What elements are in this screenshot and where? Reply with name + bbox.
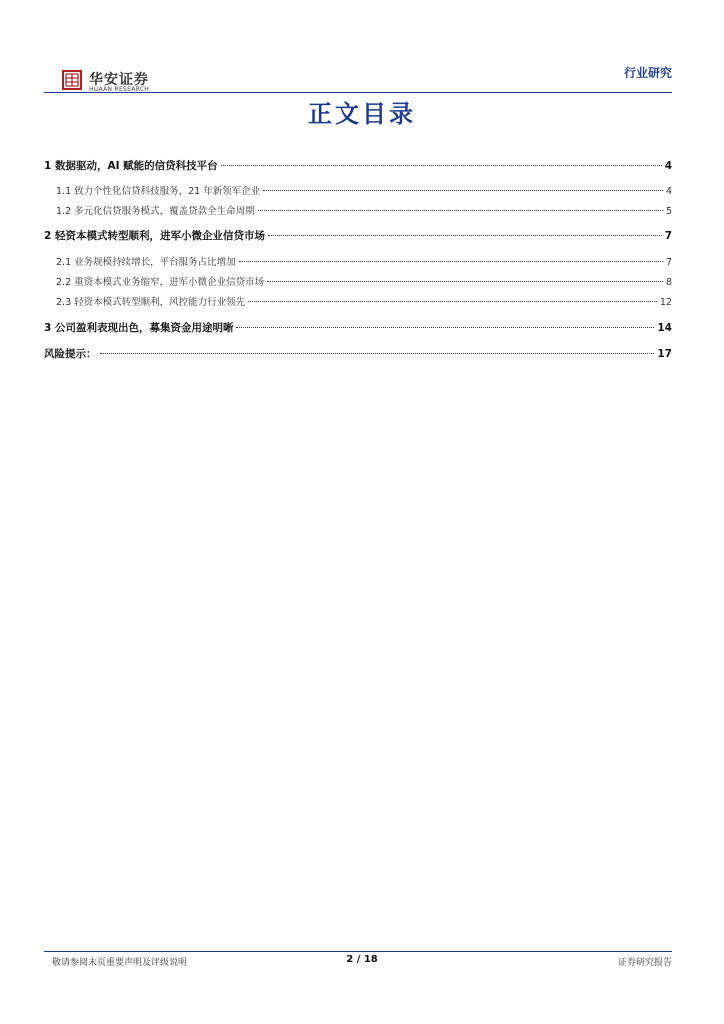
toc-entry-label: 1 数据驱动，AI 赋能的信贷科技平台 [44,160,218,172]
toc-entry-label: 风险提示： [44,348,97,360]
report-section-label: 行业研究 [623,66,672,80]
toc-entry-label: 1.2 多元化信贷服务模式，覆盖贷款全生命周期 [56,206,255,217]
toc-entry-page: 12 [659,297,672,308]
toc-entry-page: 14 [657,322,672,334]
dot-leader [239,261,663,262]
toc-entry-label: 2.1 业务规模持续增长，平台服务占比增加 [56,257,236,268]
dot-leader [258,210,663,211]
toc-entry-3[interactable] [44,320,672,336]
toc-entry-page: 4 [664,160,672,172]
dot-leader [100,353,655,354]
toc-entry-1-1[interactable] [44,183,672,199]
toc-entry-risk[interactable] [44,346,672,362]
toc-entry-label: 3 公司盈利表现出色，募集资金用途明晰 [44,322,234,334]
toc-entry-page: 17 [657,348,672,360]
toc-entry-2-1[interactable] [44,254,672,270]
toc-entry-2[interactable] [44,228,672,244]
toc-entry-page: 7 [664,230,672,242]
dot-leader [267,281,663,282]
toc-entry-label: 2 轻资本模式转型顺利，进军小微企业信贷市场 [44,230,265,242]
toc-entry-1[interactable] [44,158,672,174]
footer-divider [44,951,672,952]
company-logo [62,70,182,94]
toc-entry-2-3[interactable] [44,294,672,310]
dot-leader [221,165,662,166]
toc-entry-label: 2.3 轻资本模式转型顺利，风控能力行业领先 [56,297,246,308]
header-divider [44,92,672,93]
toc-title: 正文目录 [308,100,416,128]
footer-report-type: 证券研究报告 [617,958,672,968]
toc-entry-label: 1.1 致力个性化信贷科技服务，21 年新领军企业 [56,186,261,197]
logo-subtext: HUAAN RESEARCH [89,86,150,93]
logo-text: 华安证券 [89,72,149,88]
page-number: 2 / 18 [346,954,378,965]
toc-entry-page: 5 [665,206,672,217]
logo-mark-icon [62,70,82,90]
toc-entry-2-2[interactable] [44,274,672,290]
toc-entry-page: 7 [665,257,672,268]
dot-leader [268,235,662,236]
toc-entry-page: 4 [665,186,672,197]
dot-leader [263,190,663,191]
dot-leader [236,327,654,328]
toc-entry-page: 8 [665,277,672,288]
toc-entry-label: 2.2 重资本模式业务缩窄，进军小微企业信贷市场 [56,277,265,288]
toc-entry-1-2[interactable] [44,203,672,219]
dot-leader [248,301,657,302]
footer-disclaimer: 敬请参阅末页重要声明及评级说明 [52,958,188,968]
